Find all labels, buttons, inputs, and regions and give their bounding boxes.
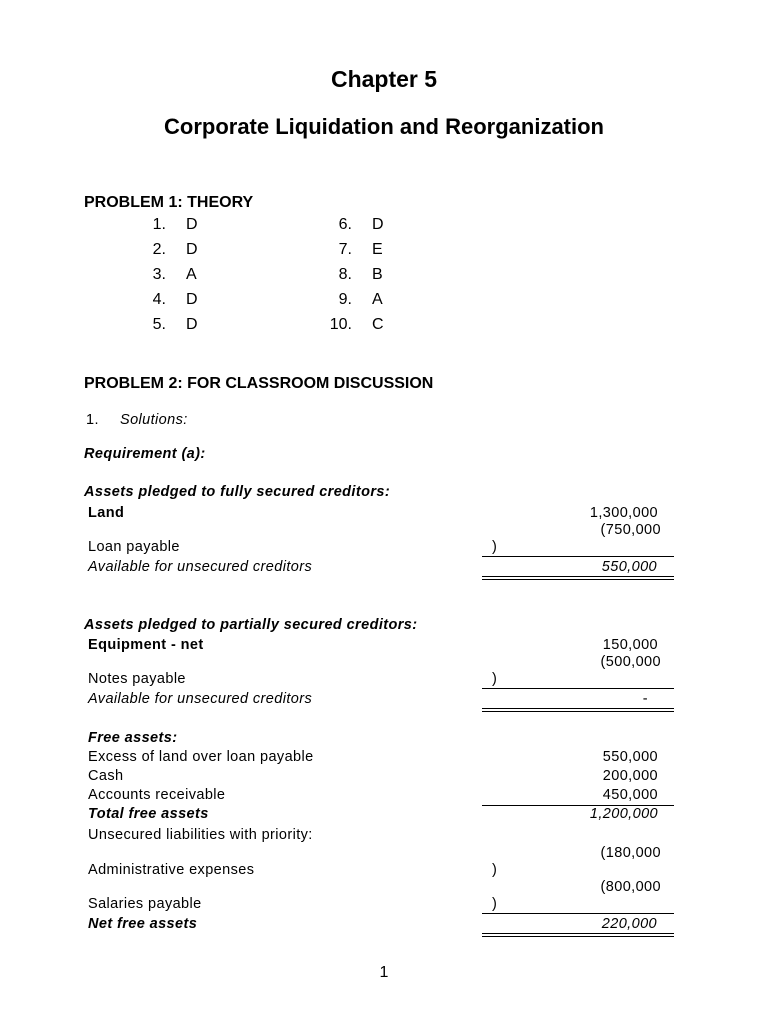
solutions-label: Solutions: [120, 412, 188, 428]
answer-letter: D [186, 216, 198, 233]
excess-value: 550,000 [602, 749, 658, 765]
admin-value: (180,000 [600, 845, 661, 861]
answer-number: 4. [152, 291, 166, 308]
loan-paren: ) [492, 539, 498, 555]
answer-letter: A [186, 266, 197, 283]
available-label: Available for unsecured creditors [88, 691, 313, 707]
item-number: 1. [86, 412, 99, 428]
salaries-value: (800,000 [600, 879, 661, 895]
notes-paren: ) [492, 671, 498, 687]
total-double-rule [482, 933, 674, 937]
answer-number: 1. [152, 216, 166, 233]
page-title: Corporate Liquidation and Reorganization [164, 114, 604, 139]
answer-number: 7. [338, 241, 352, 258]
salaries-label: Salaries payable [88, 896, 202, 912]
chapter-heading: Chapter 5 [330, 66, 438, 92]
loan-label: Loan payable [88, 539, 180, 555]
answer-number: 6. [338, 216, 352, 233]
ar-label: Accounts receivable [88, 787, 226, 803]
answer-letter: D [186, 316, 198, 333]
cash-label: Cash [88, 768, 124, 784]
available-value: 550,000 [601, 559, 657, 575]
admin-label: Administrative expenses [88, 862, 255, 878]
answer-number: 9. [338, 291, 352, 308]
total-double-rule [482, 708, 674, 712]
answer-letter: C [372, 316, 384, 333]
subtotal-rule [482, 913, 674, 914]
admin-paren: ) [492, 862, 498, 878]
answer-letter: A [372, 291, 383, 308]
answer-letter: B [372, 266, 383, 283]
available-label: Available for unsecured creditors [88, 559, 313, 575]
problem1-heading: PROBLEM 1: THEORY [84, 194, 254, 211]
ar-value: 450,000 [602, 787, 658, 803]
fully-secured-heading: Assets pledged to fully secured creditors: [84, 484, 391, 500]
requirement-heading: Requirement (a): [84, 446, 206, 462]
answer-number: 2. [152, 241, 166, 258]
priority-label: Unsecured liabilities with priority: [88, 827, 313, 843]
total-double-rule [482, 576, 674, 580]
subtotal-rule [482, 556, 674, 557]
answer-number: 3. [152, 266, 166, 283]
net-free-label: Net free assets [88, 916, 198, 932]
answer-number: 5. [152, 316, 166, 333]
net-free-value: 220,000 [601, 916, 657, 932]
notes-value: (500,000 [600, 654, 661, 670]
answer-number: 8. [338, 266, 352, 283]
subtotal-rule [482, 688, 674, 689]
free-assets-heading: Free assets: [88, 730, 178, 746]
loan-value: (750,000 [600, 522, 661, 538]
excess-label: Excess of land over loan payable [88, 749, 314, 765]
land-value: 1,300,000 [589, 505, 658, 521]
cash-value: 200,000 [602, 768, 658, 784]
page-number: 1 [379, 964, 389, 981]
answer-number: 10. [329, 316, 352, 333]
answer-letter: D [372, 216, 384, 233]
partially-secured-heading: Assets pledged to partially secured creditors: [84, 617, 418, 633]
total-free-value: 1,200,000 [589, 806, 658, 822]
notes-label: Notes payable [88, 671, 186, 687]
salaries-paren: ) [492, 896, 498, 912]
equipment-label: Equipment - net [88, 637, 204, 653]
problem2-heading: PROBLEM 2: FOR CLASSROOM DISCUSSION [84, 375, 434, 392]
land-label: Land [88, 505, 125, 521]
total-free-label: Total free assets [88, 806, 209, 822]
answer-letter: D [186, 291, 198, 308]
answer-letter: D [186, 241, 198, 258]
available-value: - [642, 691, 648, 707]
equipment-value: 150,000 [602, 637, 658, 653]
answer-letter: E [372, 241, 383, 258]
